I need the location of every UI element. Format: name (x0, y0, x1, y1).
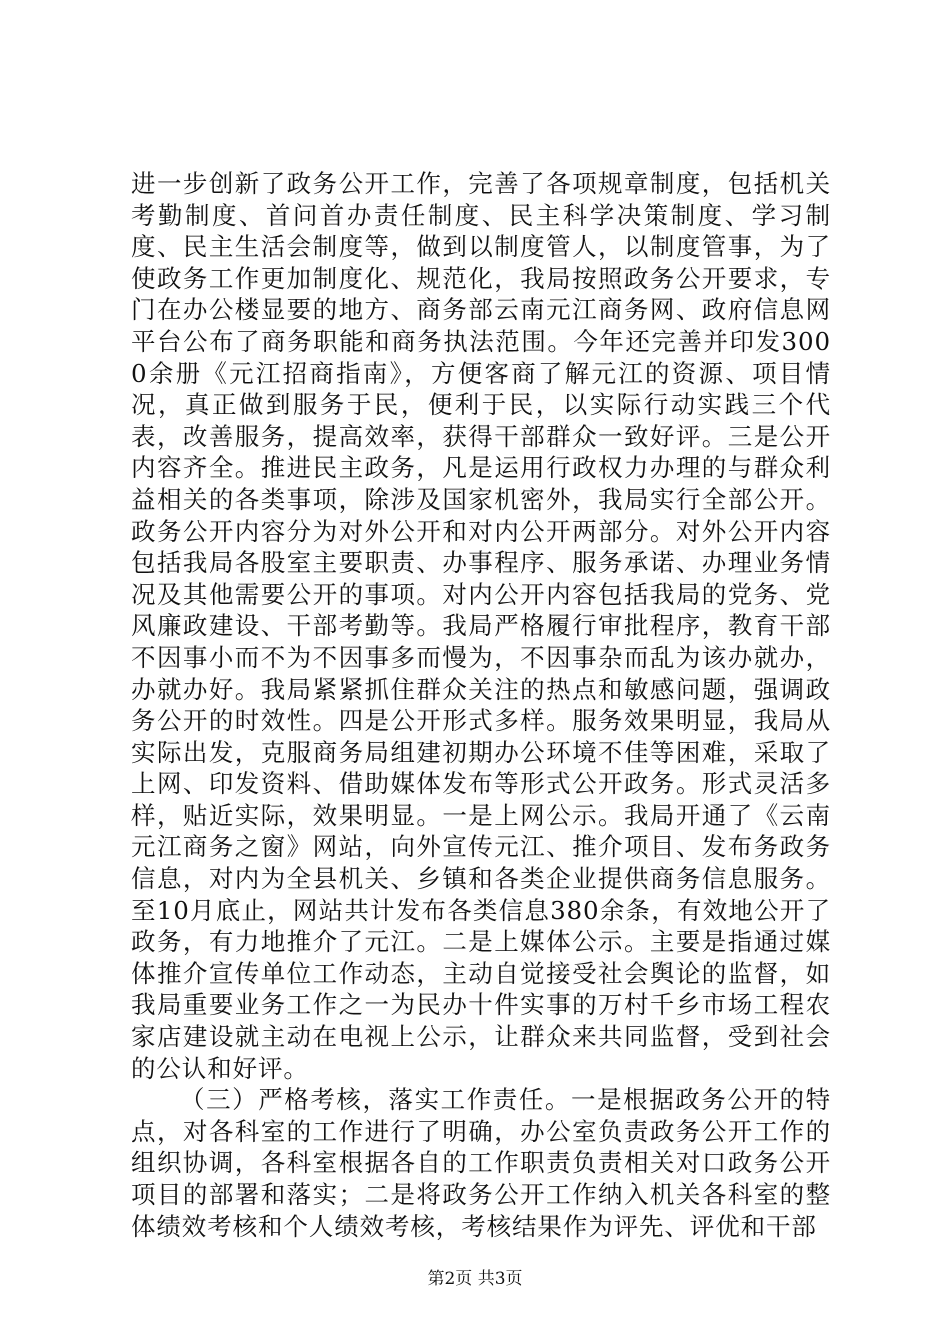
page-footer: 第2页 共3页 (427, 1269, 523, 1289)
paragraph-2: （三）严格考核，落实工作责任。一是根据政务公开的特点，对各科室的工作进行了明确，办公室负责政务公开工作的组织协调，各科室根据各自的工作职责负责相关对口政务公开项目的部署和落实；二是将政务公开工作纳入机关各科室的整体绩效考核和个人绩效考核，考核结果作为评先、评优和干部 (131, 1085, 831, 1241)
document-body (131, 168, 831, 1242)
paragraph-1: 进一步创新了政务公开工作，完善了各项规章制度，包括机关考勤制度、首问首办责任制度、民主科学决策制度、学习制度、民主生活会制度等，做到以制度管人，以制度管事，为了使政务工作更加制度化、规范化，我局按照政务公开要求，专门在办公楼显要的地方、商务部云南元江商务网、政府信息网平台公布了商务职能和商务执法范围。今年还完善并印发3000余册《元江招商指南》，方便客商了解元江的资源、项目情况，真正做到服务于民，便利于民，以实际行动实践三个代表，改善服务，提高效率，获得干部群众一致好评。三是公开内容齐全。推进民主政务，凡是运用行政权力办理的与群众利益相关的各类事项，除涉及国家机密外，我局实行全部公开。政务公开内容分为对外公开和对内公开两部分。对外公开内容包括我局各股室主要职责、办事程序、服务承诺、办理业务情况及其他需要公开的事项。对内公开内容包括我局的党务、党风廉政建设、干部考勤等。我局严格履行审批程序，教育干部不因事小而不为不因事多而慢为，不因事杂而乱为该办就办，办就办好。我局紧紧抓住群众关注的热点和敏感问题，强调政务公开的时效性。四是公开形式多样。服务效果明显，我局从实际出发，克服商务局组建初期办公环境不佳等困难，采取了上网、印发资料、借助媒体发布等形式公开政务。形式灵活多样，贴近实际，效果明显。一是上网公示。我局开通了《云南元江商务之窗》网站，向外宣传元江、推介项目、发布务政务信息，对内为全县机关、乡镇和各类企业提供商务信息服务。至10月底止，网站共计发布各类信息380余条，有效地公开了政务，有力地推介了元江。二是上媒体公示。主要是指通过媒体推介宣传单位工作动态，主动自觉接受社会舆论的监督，如我局重要业务工作之一为民办十件实事的万村千乡市场工程农家店建设就主动在电视上公示，让群众来共同监督，受到社会的公认和好评。 (131, 169, 831, 1083)
